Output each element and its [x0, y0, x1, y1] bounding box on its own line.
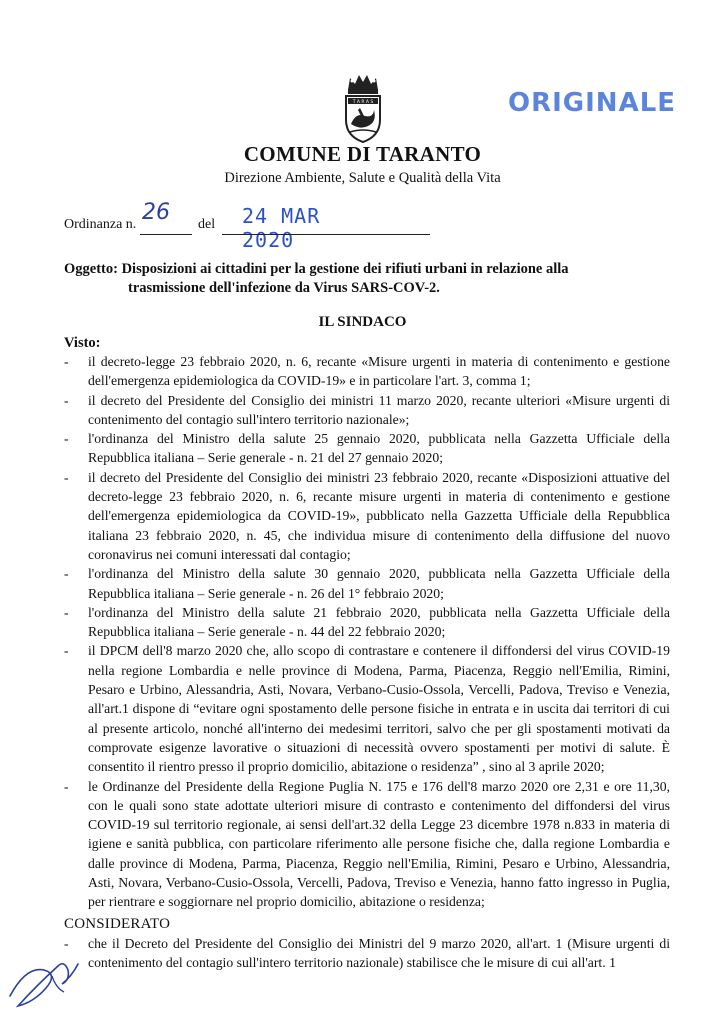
date-stamp: 24 MAR 2020: [242, 204, 321, 252]
sindaco-heading: IL SINDACO: [318, 314, 407, 330]
list-dash: -: [64, 778, 69, 794]
visto-label: Visto:: [64, 335, 101, 351]
list-dash: -: [64, 566, 69, 582]
ordinanza-label: Ordinanza n.: [64, 217, 137, 232]
list-item-text: il decreto del Presidente del Consiglio dei ministri 11 marzo 2020, recante ulteriori «Misure urgenti di contenimento del contagio sull'intero territorio nazionale»;: [88, 392, 670, 427]
ordinanza-number: 26: [142, 200, 170, 225]
date-underline: [222, 234, 430, 235]
list-item: [64, 352, 670, 391]
visto-list: [64, 352, 670, 912]
taranto-crest-icon: [340, 72, 386, 144]
list-item: [64, 603, 670, 642]
list-item-text: le Ordinanze del Presidente della Regione Puglia N. 175 e 176 dell'8 marzo 2020 ore 2,31 e ore 11,30, con le quali sono state adottate ulteriori misure di contrasto e contenimento del diffondersi del virus COVID-19 sul territorio regionale, ai sensi dell'art.32 della Legge 23 dicembre 1978 n.833 in materia di igiene e sanità pubblica, con particolare riferimento alle persone fisiche che, dalla regione Lombardia e dalle province di Modena, Parma, Piacenza, Reggio nell'Emilia, Rimini, Pesaro e Urbino, Alessandria, Asti, Novara, Verbano-Cusio-Ossola, Vercelli, Padova, Treviso e Venezia, hanno fatto ingresso in Puglia, per rientrare e soggiornare nel proprio domicilio, abitazione o residenza;: [88, 778, 670, 910]
list-dash: -: [64, 936, 69, 951]
originale-stamp: ORIGINALE: [508, 88, 677, 118]
del-label: del: [198, 217, 216, 232]
oggetto-text-line1: Disposizioni ai cittadini per la gestione dei rifiuti urbani in relazione alla: [121, 261, 569, 277]
list-item-text: l'ordinanza del Ministro della salute 25 gennaio 2020, pubblicata nella Gazzetta Ufficiale della Repubblica italiana – Serie generale - n. 21 del 27 gennaio 2020;: [88, 431, 670, 466]
oggetto-block: [64, 260, 664, 298]
list-item: [64, 777, 670, 912]
list-item-text: l'ordinanza del Ministro della salute 30 gennaio 2020, pubblicata nella Gazzetta Ufficiale della Repubblica italiana – Serie generale - n. 26 del 1° febbraio 2020;: [88, 566, 670, 601]
list-item-text: l'ordinanza del Ministro della salute 21 febbraio 2020, pubblicata nella Gazzetta Ufficiale della Repubblica italiana – Serie generale - n. 44 del 22 febbraio 2020;: [88, 604, 670, 640]
considerato-list: [64, 934, 670, 973]
list-dash: -: [64, 354, 69, 369]
list-item: [64, 429, 670, 468]
list-item-text: che il Decreto del Presidente del Consiglio dei Ministri del 9 marzo 2020, all'art. 1 (Misure urgenti di contenimento del contagio sull'intero territorio nazionale) stabilisce che le misure di cui all'art. 1: [88, 936, 670, 971]
list-dash: -: [64, 431, 69, 447]
list-item-text: il decreto-legge 23 febbraio 2020, n. 6, recante «Misure urgenti in materia di contenimento e gestione dell'emergenza epidemiologica da COVID-19» e in particolare l'art. 3, comma 1;: [88, 354, 670, 389]
considerato-label: CONSIDERATO: [64, 916, 171, 932]
list-dash: -: [64, 392, 69, 408]
list-item: [64, 468, 670, 564]
list-item: [64, 564, 670, 603]
list-item: [64, 934, 670, 973]
svg-text:T A R A S: T A R A S: [352, 100, 374, 105]
department-subtitle: Direzione Ambiente, Salute e Qualità della Vita: [224, 170, 501, 186]
list-dash: -: [64, 604, 69, 620]
list-item: [64, 391, 670, 430]
signature-scribble-icon: [6, 936, 86, 1016]
list-item-text: il decreto del Presidente del Consiglio dei ministri 23 febbraio 2020, recante «Disposizioni attuative del decreto-legge 23 febbraio 2020, n. 6, recante misure urgenti in materia di contenimento e gestione dell'emergenza epidemiologica da COVID-19», pubblicato nella Gazzetta Ufficiale della Repubblica italiana 23 febbraio 2020, n. 45, che individua misure di contenimento della diffusione del nuovo coronavirus nei comuni interessati dal contagio;: [88, 469, 670, 562]
list-dash: -: [64, 643, 69, 659]
list-dash: -: [64, 469, 69, 485]
ordinanza-row: [64, 200, 384, 252]
page-title: COMUNE DI TARANTO: [243, 142, 482, 166]
oggetto-text-line2: trasmissione dell'infezione da Virus SARS-COV-2.: [128, 280, 440, 296]
oggetto-label: Oggetto:: [64, 261, 118, 277]
ordinanza-number-underline: [140, 234, 192, 235]
list-item: [64, 641, 670, 776]
list-item-text: il DPCM dell'8 marzo 2020 che, allo scopo di contrastare e contenere il diffondersi del virus COVID-19 nella regione Lombardia e nelle province di Modena, Parma, Piacenza, Reggio nell'Emilia, Rimini, Pesaro e Urbino, Alessandria, Asti, Novara, Verbano-Cusio-Ossola, Vercelli, Padova, Treviso e Venezia, all'art.1 dispone di “evitare ogni spostamento delle persone fisiche in entrata e in uscita dai territori di cui al presente articolo, nonché all'interno dei medesimi territori, salvo che per gli spostamenti motivati da comprovate esigenze lavorative o situazioni di necessità ovvero spostamenti per motivi di salute. È consentito il rientro presso il proprio domicilio, abitazione o residenza” , sino al 3 aprile 2020;: [88, 643, 670, 775]
